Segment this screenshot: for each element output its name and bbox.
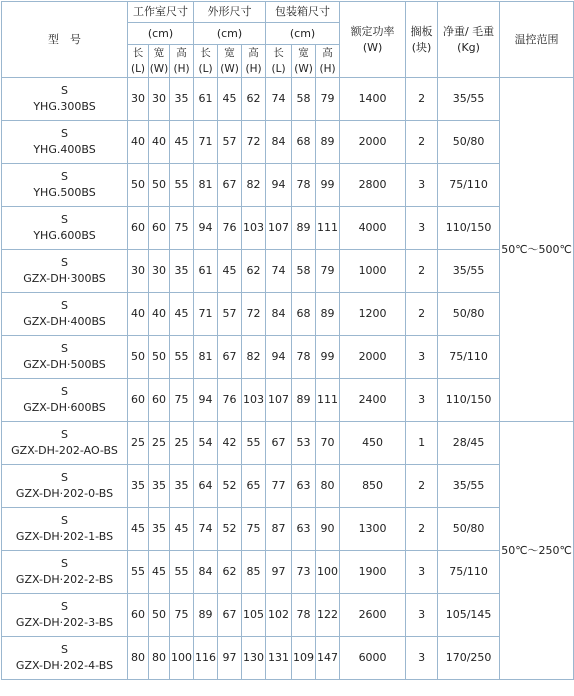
dimension-cell: 60 — [128, 379, 149, 422]
dimension-cell: 79 — [316, 78, 340, 121]
dimension-cell: 35 — [149, 508, 170, 551]
table-row — [2, 594, 574, 637]
dimension-cell: 64 — [194, 465, 218, 508]
dimension-cell: 58 — [292, 250, 316, 293]
dimension-cell: 55 — [170, 336, 194, 379]
dimension-cell: 105 — [242, 594, 266, 637]
model-cell — [2, 293, 128, 336]
model-name: GZX-DH·300BS — [23, 272, 106, 285]
dimension-cell: 45 — [170, 293, 194, 336]
dimension-cell: 78 — [292, 164, 316, 207]
dimension-cell: 60 — [128, 207, 149, 250]
dimension-cell: 45 — [149, 551, 170, 594]
dimension-cell: 102 — [266, 594, 292, 637]
model-cell — [2, 465, 128, 508]
model-series: S — [61, 643, 68, 656]
dimension-cell: 94 — [266, 336, 292, 379]
dimension-cell: 53 — [292, 422, 316, 465]
shelves-cell: 3 — [406, 594, 438, 637]
dimension-cell: 52 — [218, 508, 242, 551]
model-series: S — [61, 385, 68, 398]
shelves-cell: 2 — [406, 250, 438, 293]
dimension-cell: 75 — [170, 594, 194, 637]
dimension-cell: 107 — [266, 207, 292, 250]
dimension-cell: 55 — [170, 551, 194, 594]
dimension-cell: 78 — [292, 594, 316, 637]
dimension-cell: 40 — [149, 121, 170, 164]
model-cell — [2, 422, 128, 465]
model-cell — [2, 250, 128, 293]
dimension-cell: 55 — [242, 422, 266, 465]
dimension-cell: 80 — [316, 465, 340, 508]
table-row — [2, 465, 574, 508]
dim-header-cell — [128, 45, 149, 78]
work-chamber-header: 工作室尺寸 — [128, 2, 194, 23]
power-header-unit: (W) — [362, 40, 383, 54]
dimension-cell: 62 — [242, 250, 266, 293]
shelves-cell: 3 — [406, 551, 438, 594]
dim-header-code: (L) — [130, 63, 146, 75]
dimension-cell: 74 — [194, 508, 218, 551]
dimension-cell: 68 — [292, 121, 316, 164]
model-series: S — [61, 213, 68, 226]
model-series: S — [61, 256, 68, 269]
dimension-cell: 65 — [242, 465, 266, 508]
model-name: GZX-DH·400BS — [23, 315, 106, 328]
power-cell: 1200 — [340, 293, 406, 336]
power-cell: 2800 — [340, 164, 406, 207]
model-series: S — [61, 557, 68, 570]
dimension-cell: 71 — [194, 121, 218, 164]
model-name: GZX-DH·202-1-BS — [15, 530, 114, 543]
dimension-cell: 74 — [266, 78, 292, 121]
model-cell — [2, 207, 128, 250]
model-name: YHG.300BS — [33, 100, 96, 113]
power-cell: 4000 — [340, 207, 406, 250]
weight-cell: 35/55 — [438, 78, 500, 121]
model-name: GZX-DH·600BS — [23, 401, 106, 414]
dimension-cell: 30 — [149, 78, 170, 121]
dim-header-name: 宽 — [298, 47, 309, 59]
dimension-cell: 89 — [292, 379, 316, 422]
model-name: GZX-DH-202-AO-BS — [11, 444, 118, 457]
model-name: GZX-DH·202-3-BS — [15, 616, 114, 629]
dimension-cell: 61 — [194, 78, 218, 121]
shelves-cell: 1 — [406, 422, 438, 465]
dimension-cell: 76 — [218, 207, 242, 250]
weight-header-unit: (Kg) — [457, 40, 480, 54]
dimension-cell: 67 — [218, 164, 242, 207]
model-cell — [2, 336, 128, 379]
dimension-cell: 89 — [316, 293, 340, 336]
weight-cell: 110/150 — [438, 379, 500, 422]
model-cell — [2, 121, 128, 164]
model-name: YHG.400BS — [33, 143, 96, 156]
power-cell: 1300 — [340, 508, 406, 551]
dimension-cell: 94 — [194, 379, 218, 422]
power-header-label: 额定功率 — [350, 24, 395, 38]
weight-header-label: 净重/ 毛重 — [442, 24, 495, 38]
shelves-cell: 2 — [406, 465, 438, 508]
dimension-cell: 25 — [149, 422, 170, 465]
dim-header-cell — [218, 45, 242, 78]
dimension-cell: 57 — [218, 121, 242, 164]
dimension-cell: 30 — [128, 250, 149, 293]
dimension-cell: 55 — [128, 551, 149, 594]
model-series: S — [61, 600, 68, 613]
dimension-cell: 75 — [170, 207, 194, 250]
dimension-cell: 52 — [218, 465, 242, 508]
dim-header-code: (H) — [173, 63, 190, 75]
weight-cell: 35/55 — [438, 465, 500, 508]
dim-header-name: 高 — [322, 47, 333, 59]
power-cell: 450 — [340, 422, 406, 465]
dimension-cell: 79 — [316, 250, 340, 293]
package-size-header: 包装箱尺寸 — [266, 2, 340, 23]
model-name: GZX-DH·500BS — [23, 358, 106, 371]
dimension-cell: 60 — [128, 594, 149, 637]
dimension-cell: 130 — [242, 637, 266, 680]
dimension-cell: 103 — [242, 207, 266, 250]
table-row — [2, 293, 574, 336]
model-name: GZX-DH·202-4-BS — [15, 659, 114, 672]
table-row — [2, 379, 574, 422]
shelves-cell: 3 — [406, 336, 438, 379]
shelves-cell: 3 — [406, 207, 438, 250]
power-cell: 1400 — [340, 78, 406, 121]
dimension-cell: 97 — [218, 637, 242, 680]
model-name: GZX-DH·202-0-BS — [15, 487, 114, 500]
temp-range-cell: 50℃～500℃ — [500, 78, 574, 422]
power-cell: 2000 — [340, 336, 406, 379]
dim-header-name: 宽 — [153, 47, 165, 59]
dim-header-cell — [292, 45, 316, 78]
dimension-cell: 45 — [170, 121, 194, 164]
outer-size-header: 外形尺寸 — [194, 2, 266, 23]
outer-size-unit: (cm) — [194, 23, 266, 45]
power-cell: 2000 — [340, 121, 406, 164]
dim-header-code: (L) — [271, 63, 286, 75]
dimension-cell: 40 — [128, 293, 149, 336]
dimension-cell: 25 — [170, 422, 194, 465]
table-row — [2, 207, 574, 250]
weight-cell: 170/250 — [438, 637, 500, 680]
dim-header-cell — [194, 45, 218, 78]
table-row — [2, 121, 574, 164]
dimension-cell: 84 — [266, 293, 292, 336]
shelves-cell: 3 — [406, 379, 438, 422]
model-series: S — [61, 471, 68, 484]
dimension-cell: 80 — [128, 637, 149, 680]
dimension-cell: 30 — [149, 250, 170, 293]
table-row — [2, 164, 574, 207]
dimension-cell: 147 — [316, 637, 340, 680]
weight-cell: 50/80 — [438, 121, 500, 164]
dimension-cell: 35 — [170, 465, 194, 508]
model-name: YHG.500BS — [33, 186, 96, 199]
power-cell: 2600 — [340, 594, 406, 637]
dimension-cell: 116 — [194, 637, 218, 680]
dim-header-code: (W) — [149, 63, 169, 75]
dimension-cell: 89 — [194, 594, 218, 637]
dim-header-name: 长 — [200, 47, 211, 59]
dim-header-cell — [149, 45, 170, 78]
model-series: S — [61, 127, 68, 140]
dim-header-code: (W) — [220, 63, 239, 75]
dimension-cell: 45 — [128, 508, 149, 551]
dimension-cell: 100 — [170, 637, 194, 680]
model-series: S — [61, 428, 68, 441]
weight-cell: 75/110 — [438, 336, 500, 379]
dim-header-code: (H) — [319, 63, 336, 75]
dimension-cell: 50 — [128, 164, 149, 207]
dimension-cell: 80 — [149, 637, 170, 680]
weight-cell: 28/45 — [438, 422, 500, 465]
dimension-cell: 35 — [170, 250, 194, 293]
dimension-cell: 76 — [218, 379, 242, 422]
temp-range-cell: 50℃～250℃ — [500, 422, 574, 680]
dim-header-code: (H) — [245, 63, 262, 75]
dimension-cell: 30 — [128, 78, 149, 121]
power-cell: 1900 — [340, 551, 406, 594]
dimension-cell: 60 — [149, 379, 170, 422]
model-series: S — [61, 170, 68, 183]
dimension-cell: 94 — [194, 207, 218, 250]
model-series: S — [61, 342, 68, 355]
model-name: YHG.600BS — [33, 229, 96, 242]
dimension-cell: 122 — [316, 594, 340, 637]
dimension-cell: 97 — [266, 551, 292, 594]
table-row — [2, 336, 574, 379]
dimension-cell: 55 — [170, 164, 194, 207]
shelves-header — [406, 2, 438, 78]
dimension-cell: 100 — [316, 551, 340, 594]
dimension-cell: 103 — [242, 379, 266, 422]
dim-header-cell — [316, 45, 340, 78]
model-name: GZX-DH·202-2-BS — [15, 573, 114, 586]
dimension-cell: 71 — [194, 293, 218, 336]
dimension-cell: 50 — [149, 594, 170, 637]
dimension-cell: 35 — [149, 465, 170, 508]
dimension-cell: 85 — [242, 551, 266, 594]
weight-cell: 105/145 — [438, 594, 500, 637]
dim-header-name: 长 — [132, 47, 144, 59]
dimension-cell: 45 — [218, 78, 242, 121]
dimension-cell: 40 — [128, 121, 149, 164]
dim-header-name: 长 — [273, 47, 284, 59]
dimension-cell: 50 — [149, 336, 170, 379]
dimension-cell: 84 — [266, 121, 292, 164]
dimension-cell: 75 — [170, 379, 194, 422]
model-cell — [2, 78, 128, 121]
shelves-cell: 2 — [406, 293, 438, 336]
model-series: S — [61, 299, 68, 312]
dimension-cell: 72 — [242, 293, 266, 336]
power-cell: 1000 — [340, 250, 406, 293]
dimension-cell: 84 — [194, 551, 218, 594]
dimension-cell: 67 — [218, 336, 242, 379]
weight-cell: 35/55 — [438, 250, 500, 293]
power-cell: 6000 — [340, 637, 406, 680]
model-cell — [2, 551, 128, 594]
dim-header-name: 高 — [176, 47, 187, 59]
power-cell: 850 — [340, 465, 406, 508]
work-chamber-unit: (cm) — [128, 23, 194, 45]
dim-header-cell — [242, 45, 266, 78]
dim-header-name: 宽 — [224, 47, 235, 59]
dimension-cell: 78 — [292, 336, 316, 379]
shelves-header-label: 搁板 — [410, 24, 433, 38]
weight-cell: 50/80 — [438, 508, 500, 551]
dimension-cell: 61 — [194, 250, 218, 293]
dim-header-cell — [170, 45, 194, 78]
shelves-cell: 2 — [406, 78, 438, 121]
dimension-cell: 57 — [218, 293, 242, 336]
dimension-cell: 70 — [316, 422, 340, 465]
model-cell — [2, 379, 128, 422]
dimension-cell: 45 — [170, 508, 194, 551]
dimension-cell: 67 — [266, 422, 292, 465]
dimension-cell: 35 — [128, 465, 149, 508]
model-cell — [2, 594, 128, 637]
dimension-cell: 77 — [266, 465, 292, 508]
model-series: S — [61, 84, 68, 97]
model-cell — [2, 508, 128, 551]
table-row — [2, 422, 574, 465]
dimension-cell: 62 — [242, 78, 266, 121]
weight-cell: 50/80 — [438, 293, 500, 336]
dimension-cell: 131 — [266, 637, 292, 680]
table-row — [2, 78, 574, 121]
header-row-1 — [2, 2, 574, 23]
shelves-header-unit: (块) — [411, 40, 432, 54]
dimension-cell: 81 — [194, 336, 218, 379]
dimension-cell: 107 — [266, 379, 292, 422]
power-header — [340, 2, 406, 78]
dim-header-cell — [266, 45, 292, 78]
model-cell — [2, 637, 128, 680]
model-header: 型 号 — [2, 2, 128, 78]
weight-cell: 110/150 — [438, 207, 500, 250]
table-row — [2, 250, 574, 293]
power-cell: 2400 — [340, 379, 406, 422]
dimension-cell: 89 — [292, 207, 316, 250]
dimension-cell: 67 — [218, 594, 242, 637]
table-row — [2, 551, 574, 594]
weight-header — [438, 2, 500, 78]
dimension-cell: 75 — [242, 508, 266, 551]
table-row — [2, 508, 574, 551]
dimension-cell: 54 — [194, 422, 218, 465]
dimension-cell: 50 — [149, 164, 170, 207]
spec-table — [1, 1, 574, 680]
shelves-cell: 2 — [406, 508, 438, 551]
dimension-cell: 81 — [194, 164, 218, 207]
model-cell — [2, 164, 128, 207]
dimension-cell: 109 — [292, 637, 316, 680]
dim-header-name: 高 — [248, 47, 259, 59]
dim-header-code: (W) — [294, 63, 313, 75]
shelves-cell: 2 — [406, 121, 438, 164]
dimension-cell: 62 — [218, 551, 242, 594]
dimension-cell: 25 — [128, 422, 149, 465]
dimension-cell: 73 — [292, 551, 316, 594]
dimension-cell: 111 — [316, 379, 340, 422]
dimension-cell: 35 — [170, 78, 194, 121]
table-row — [2, 637, 574, 680]
dimension-cell: 99 — [316, 164, 340, 207]
dimension-cell: 63 — [292, 508, 316, 551]
dimension-cell: 40 — [149, 293, 170, 336]
dimension-cell: 87 — [266, 508, 292, 551]
dimension-cell: 94 — [266, 164, 292, 207]
dimension-cell: 63 — [292, 465, 316, 508]
dimension-cell: 82 — [242, 336, 266, 379]
dimension-cell: 72 — [242, 121, 266, 164]
weight-cell: 75/110 — [438, 551, 500, 594]
dimension-cell: 89 — [316, 121, 340, 164]
dimension-cell: 82 — [242, 164, 266, 207]
dimension-cell: 45 — [218, 250, 242, 293]
dimension-cell: 58 — [292, 78, 316, 121]
dimension-cell: 111 — [316, 207, 340, 250]
model-series: S — [61, 514, 68, 527]
dimension-cell: 90 — [316, 508, 340, 551]
temp-range-header: 温控范围 — [500, 2, 574, 78]
dimension-cell: 74 — [266, 250, 292, 293]
dimension-cell: 99 — [316, 336, 340, 379]
shelves-cell: 3 — [406, 637, 438, 680]
package-size-unit: (cm) — [266, 23, 340, 45]
dimension-cell: 50 — [128, 336, 149, 379]
weight-cell: 75/110 — [438, 164, 500, 207]
dimension-cell: 42 — [218, 422, 242, 465]
shelves-cell: 3 — [406, 164, 438, 207]
dim-header-code: (L) — [198, 63, 213, 75]
dimension-cell: 68 — [292, 293, 316, 336]
dimension-cell: 60 — [149, 207, 170, 250]
